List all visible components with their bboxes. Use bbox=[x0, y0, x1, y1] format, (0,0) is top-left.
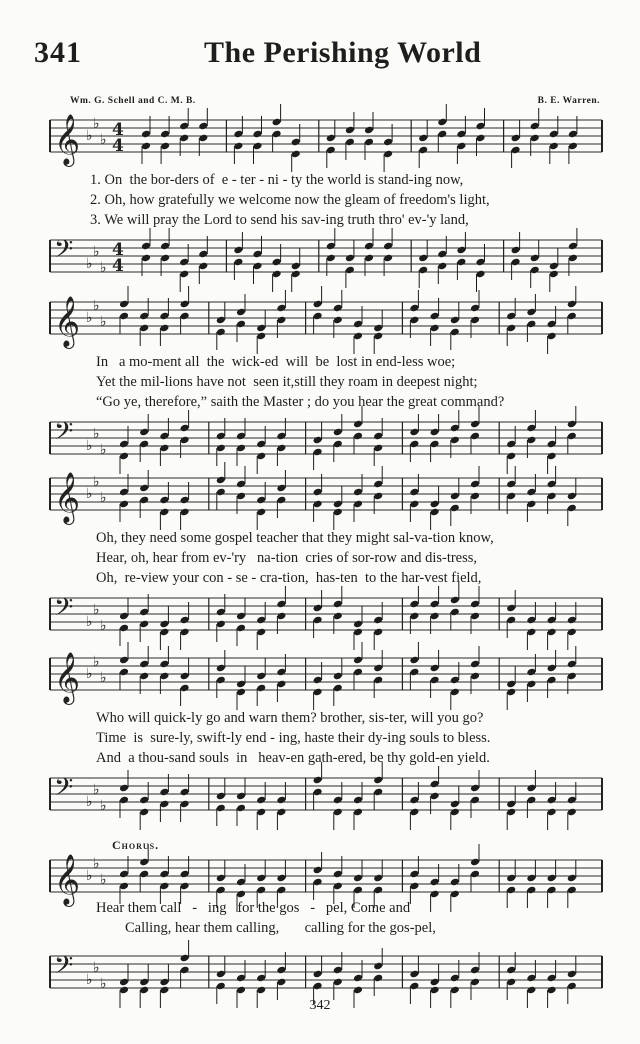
credits bbox=[70, 96, 600, 110]
flat-sign-icon: ♭ bbox=[86, 310, 93, 326]
treble-clef-icon: 𝄞 bbox=[54, 472, 81, 523]
flat-sign-icon: ♭ bbox=[93, 244, 100, 260]
flat-sign-icon: ♭ bbox=[93, 602, 100, 618]
flat-sign-icon: ♭ bbox=[100, 798, 107, 814]
flat-sign-icon: ♭ bbox=[100, 132, 107, 148]
lyrics-block bbox=[50, 528, 602, 588]
flat-sign-icon: ♭ bbox=[86, 666, 93, 682]
bass-staff bbox=[50, 232, 602, 280]
flat-sign-icon: ♭ bbox=[86, 486, 93, 502]
chorus-label: Chorus. bbox=[112, 838, 160, 852]
music-credit: B. E. Warren. bbox=[537, 96, 600, 106]
hymn-header bbox=[34, 36, 616, 76]
flat-sign-icon: ♭ bbox=[100, 976, 107, 992]
lyric-line: 2. Oh, how gratefully we welcome now the gleam of freedom's light, bbox=[90, 192, 490, 208]
bass-clef-icon: 𝄢 bbox=[54, 593, 74, 628]
lyric-line: Yet the mil-lions have not seen it,still they roam in deepest night; bbox=[96, 374, 478, 390]
time-signature: 4 bbox=[112, 256, 124, 276]
treble-staff bbox=[50, 112, 602, 165]
treble-staff bbox=[50, 650, 602, 703]
flat-sign-icon: ♭ bbox=[100, 670, 107, 686]
flat-sign-icon: ♭ bbox=[93, 116, 100, 132]
hymn-title: The Perishing World bbox=[204, 36, 482, 69]
lyric-line: Hear, oh, hear from ev-'ry na-tion cries of sor-row and dis-tress, bbox=[96, 550, 478, 566]
treble-clef-icon: 𝄞 bbox=[54, 652, 81, 703]
flat-sign-icon: ♭ bbox=[100, 872, 107, 888]
flat-sign-icon: ♭ bbox=[100, 260, 107, 276]
hymn-number: 341 bbox=[34, 36, 82, 69]
lyric-line: Time is sure-ly, swift-ly end - ing, haste their dy-ing souls to bless. bbox=[96, 730, 491, 746]
lyrics-block bbox=[50, 898, 602, 938]
flat-sign-icon: ♭ bbox=[86, 256, 93, 272]
lyric-line: Oh, they need some gospel teacher that they might sal-va-tion know, bbox=[96, 530, 494, 546]
treble-clef-icon: 𝄞 bbox=[54, 296, 81, 347]
treble-clef-icon: 𝄞 bbox=[54, 114, 81, 165]
time-signature: 4 bbox=[112, 120, 124, 140]
page-number: 342 bbox=[309, 998, 331, 1013]
lyrics-block bbox=[50, 352, 602, 412]
flat-sign-icon: ♭ bbox=[93, 654, 100, 670]
flat-sign-icon: ♭ bbox=[100, 490, 107, 506]
bass-clef-icon: 𝄢 bbox=[54, 951, 74, 986]
lyric-line: Hear them call - ing for the gos - pel, Come and bbox=[96, 900, 411, 916]
flat-sign-icon: ♭ bbox=[93, 960, 100, 976]
flat-sign-icon: ♭ bbox=[86, 794, 93, 810]
bass-staff bbox=[50, 948, 602, 996]
time-signature: 4 bbox=[112, 240, 124, 260]
flat-sign-icon: ♭ bbox=[100, 442, 107, 458]
flat-sign-icon: ♭ bbox=[86, 614, 93, 630]
words-credit: Wm. G. Schell and C. M. B. bbox=[70, 96, 196, 106]
lyric-line: In a mo-ment all the wick-ed will be lost in end-less woe; bbox=[96, 354, 456, 370]
flat-sign-icon: ♭ bbox=[100, 314, 107, 330]
lyric-line: “Go ye, therefore,” saith the Master ; do you hear the great command? bbox=[96, 394, 505, 410]
flat-sign-icon: ♭ bbox=[93, 298, 100, 314]
lyric-line: And a thou-sand souls in heav-en gath-ered, be thy gold-en yield. bbox=[96, 750, 490, 766]
lyric-line: Who will quick-ly go and warn them? brother, sis-ter, will you go? bbox=[96, 710, 484, 726]
treble-staff bbox=[50, 294, 602, 347]
flat-sign-icon: ♭ bbox=[86, 128, 93, 144]
bass-staff bbox=[50, 414, 602, 462]
flat-sign-icon: ♭ bbox=[86, 972, 93, 988]
flat-sign-icon: ♭ bbox=[86, 868, 93, 884]
bass-clef-icon: 𝄢 bbox=[54, 235, 74, 270]
bass-staff bbox=[50, 590, 602, 638]
flat-sign-icon: ♭ bbox=[93, 426, 100, 442]
bass-clef-icon: 𝄢 bbox=[54, 773, 74, 808]
treble-staff bbox=[50, 852, 602, 905]
flat-sign-icon: ♭ bbox=[100, 618, 107, 634]
bass-staff bbox=[50, 770, 602, 818]
lyric-line: 1. On the bor-ders of e - ter - ni - ty the world is stand-ing now, bbox=[90, 172, 464, 188]
flat-sign-icon: ♭ bbox=[93, 856, 100, 872]
flat-sign-icon: ♭ bbox=[93, 782, 100, 798]
treble-staff bbox=[50, 470, 602, 523]
time-signature: 4 bbox=[112, 136, 124, 156]
lyric-line: Calling, hear them calling, calling for the gos-pel, bbox=[96, 920, 436, 936]
lyrics-block bbox=[50, 170, 602, 230]
lyrics-block bbox=[50, 708, 602, 768]
flat-sign-icon: ♭ bbox=[93, 474, 100, 490]
lyric-line: 3. We will pray the Lord to send his sav-ing truth thro' ev-'y land, bbox=[90, 212, 469, 228]
flat-sign-icon: ♭ bbox=[86, 438, 93, 454]
lyric-line: Oh, re-view your con - se - cra-tion, has-ten to the har-vest field, bbox=[96, 570, 482, 586]
treble-clef-icon: 𝄞 bbox=[54, 854, 81, 905]
bass-clef-icon: 𝄢 bbox=[54, 417, 74, 452]
